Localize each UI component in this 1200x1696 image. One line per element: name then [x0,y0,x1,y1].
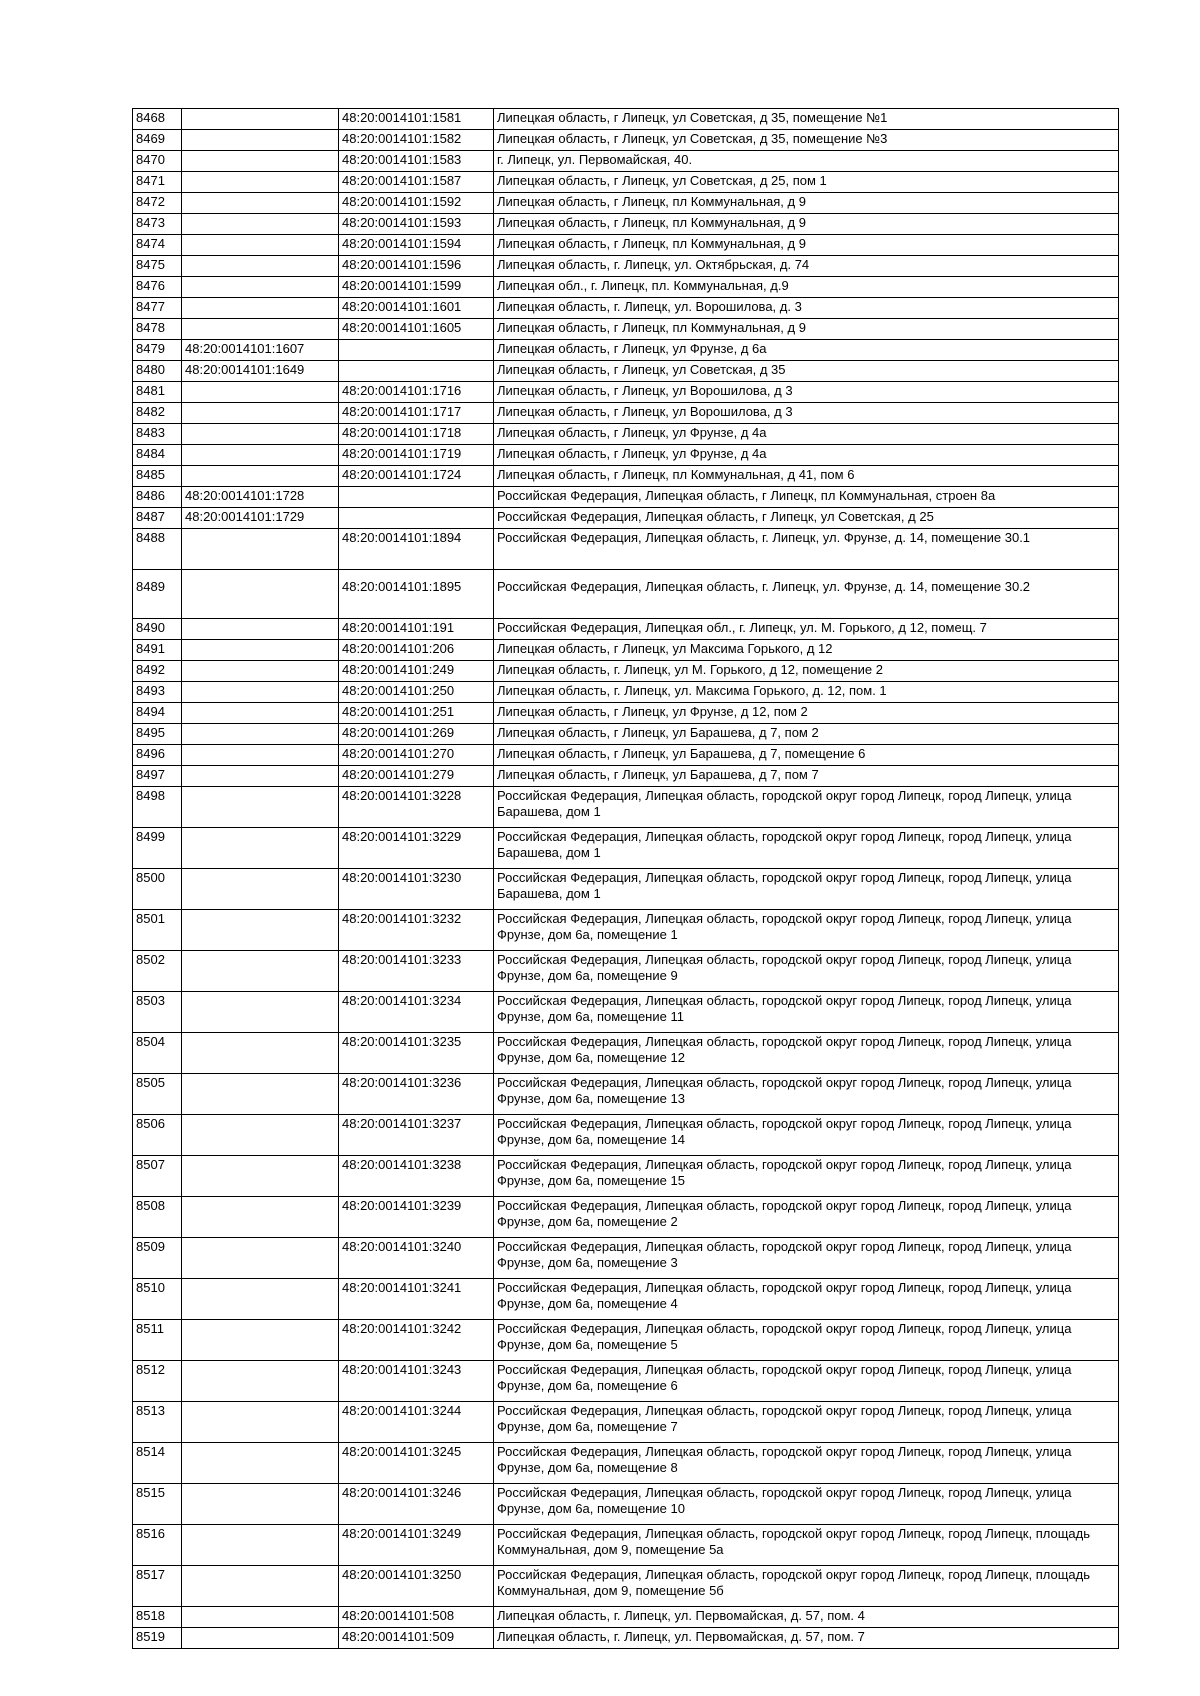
cadastral-number-cell [182,951,339,992]
cadastral-number-cell: 48:20:0014101:1729 [182,508,339,529]
row-number-cell: 8472 [133,193,182,214]
cadastral-number-room-cell: 48:20:0014101:191 [339,619,494,640]
row-number-cell: 8493 [133,682,182,703]
cadastral-number-cell [182,1074,339,1115]
cadastral-number-room-cell: 48:20:0014101:3250 [339,1566,494,1607]
cadastral-number-cell: 48:20:0014101:1649 [182,361,339,382]
cadastral-number-room-cell: 48:20:0014101:1582 [339,130,494,151]
cadastral-number-cell [182,570,339,619]
row-number-cell: 8483 [133,424,182,445]
cadastral-number-room-cell [339,340,494,361]
cadastral-number-room-cell: 48:20:0014101:3234 [339,992,494,1033]
address-cell: Липецкая область, г Липецк, ул Советская, д 25, пом 1 [494,172,1119,193]
row-number-cell: 8509 [133,1238,182,1279]
table-row [133,703,1119,724]
cadastral-number-cell [182,1156,339,1197]
cadastral-number-cell [182,172,339,193]
row-number-cell: 8468 [133,109,182,130]
table-row [133,951,1119,992]
table-row [133,1484,1119,1525]
cadastral-number-cell [182,151,339,172]
cadastral-number-cell: 48:20:0014101:1607 [182,340,339,361]
table-row [133,298,1119,319]
cadastral-number-cell [182,235,339,256]
table-row [133,130,1119,151]
address-cell: Российская Федерация, Липецкая область, городской округ город Липецк, город Липецк, улица Фрунзе, дом 6а, помещение 8 [494,1443,1119,1484]
cadastral-number-cell [182,869,339,910]
cadastral-number-cell [182,703,339,724]
cadastral-number-room-cell: 48:20:0014101:1894 [339,529,494,570]
table-row [133,508,1119,529]
row-number-cell: 8481 [133,382,182,403]
address-cell: Российская Федерация, Липецкая область, городской округ город Липецк, город Липецк, площадь Коммунальная, дом 9, помещение 5а [494,1525,1119,1566]
cadastral-number-room-cell: 48:20:0014101:509 [339,1628,494,1649]
table-row [133,1607,1119,1628]
address-cell: Липецкая область, г Липецк, ул Ворошилова, д 3 [494,382,1119,403]
cadastral-number-cell [182,787,339,828]
address-cell: Российская Федерация, Липецкая область, городской округ город Липецк, город Липецк, улица Фрунзе, дом 6а, помещение 1 [494,910,1119,951]
address-cell: Липецкая область, г Липецк, ул Фрунзе, д 6а [494,340,1119,361]
table-row [133,745,1119,766]
cadastral-number-room-cell: 48:20:0014101:3238 [339,1156,494,1197]
table-row [133,682,1119,703]
table-row [133,1320,1119,1361]
cadastral-number-room-cell: 48:20:0014101:270 [339,745,494,766]
cadastral-number-room-cell [339,508,494,529]
row-number-cell: 8488 [133,529,182,570]
cadastral-number-room-cell: 48:20:0014101:251 [339,703,494,724]
row-number-cell: 8505 [133,1074,182,1115]
row-number-cell: 8475 [133,256,182,277]
cadastral-number-room-cell: 48:20:0014101:1717 [339,403,494,424]
cadastral-number-cell [182,1115,339,1156]
cadastral-number-cell [182,619,339,640]
address-cell: Липецкая область, г Липецк, ул Фрунзе, д 12, пом 2 [494,703,1119,724]
cadastral-number-cell [182,466,339,487]
row-number-cell: 8476 [133,277,182,298]
row-number-cell: 8498 [133,787,182,828]
cadastral-number-cell [182,910,339,951]
cadastral-number-cell [182,1238,339,1279]
cadastral-number-cell [182,130,339,151]
row-number-cell: 8513 [133,1402,182,1443]
address-cell: Российская Федерация, Липецкая область, городской округ город Липецк, город Липецк, улица Фрунзе, дом 6а, помещение 13 [494,1074,1119,1115]
address-cell: Российская Федерация, Липецкая область, г Липецк, пл Коммунальная, строен 8а [494,487,1119,508]
cadastral-number-room-cell: 48:20:0014101:269 [339,724,494,745]
row-number-cell: 8499 [133,828,182,869]
cadastral-number-room-cell: 48:20:0014101:3249 [339,1525,494,1566]
cadastral-number-room-cell: 48:20:0014101:3245 [339,1443,494,1484]
row-number-cell: 8486 [133,487,182,508]
address-cell: Российская Федерация, Липецкая обл., г. Липецк, ул. М. Горького, д 12, помещ. 7 [494,619,1119,640]
address-cell: Липецкая область, г. Липецк, ул. Октябрьская, д. 74 [494,256,1119,277]
address-cell: Липецкая область, г Липецк, ул Максима Горького, д 12 [494,640,1119,661]
cadastral-number-room-cell: 48:20:0014101:1587 [339,172,494,193]
row-number-cell: 8500 [133,869,182,910]
table-row [133,1074,1119,1115]
row-number-cell: 8479 [133,340,182,361]
row-number-cell: 8482 [133,403,182,424]
address-cell: Российская Федерация, Липецкая область, городской округ город Липецк, город Липецк, улица Фрунзе, дом 6а, помещение 10 [494,1484,1119,1525]
table-row [133,1238,1119,1279]
table-row [133,529,1119,570]
table-row [133,361,1119,382]
address-cell: Российская Федерация, Липецкая область, городской округ город Липецк, город Липецк, площадь Коммунальная, дом 9, помещение 5б [494,1566,1119,1607]
row-number-cell: 8502 [133,951,182,992]
address-cell: Липецкая область, г Липецк, пл Коммунальная, д 41, пом 6 [494,466,1119,487]
cadastral-number-cell [182,298,339,319]
address-cell: Липецкая область, г Липецк, ул Фрунзе, д 4а [494,445,1119,466]
cadastral-number-room-cell: 48:20:0014101:279 [339,766,494,787]
row-number-cell: 8489 [133,570,182,619]
cadastral-number-cell [182,277,339,298]
cadastral-number-room-cell: 48:20:0014101:1718 [339,424,494,445]
address-cell: Российская Федерация, Липецкая область, городской округ город Липецк, город Липецк, улица Фрунзе, дом 6а, помещение 2 [494,1197,1119,1238]
row-number-cell: 8496 [133,745,182,766]
table-row [133,619,1119,640]
cadastral-number-cell [182,109,339,130]
table-row [133,661,1119,682]
address-cell: Российская Федерация, Липецкая область, городской округ город Липецк, город Липецк, улица Фрунзе, дом 6а, помещение 12 [494,1033,1119,1074]
row-number-cell: 8492 [133,661,182,682]
table-row [133,570,1119,619]
cadastral-number-cell: 48:20:0014101:1728 [182,487,339,508]
row-number-cell: 8518 [133,1607,182,1628]
table-row [133,319,1119,340]
row-number-cell: 8470 [133,151,182,172]
address-cell: Липецкая область, г Липецк, пл Коммунальная, д 9 [494,214,1119,235]
cadastral-number-cell [182,1484,339,1525]
address-cell: Липецкая область, г Липецк, ул Барашева, д 7, пом 7 [494,766,1119,787]
cadastral-number-room-cell: 48:20:0014101:3228 [339,787,494,828]
cadastral-number-cell [182,1033,339,1074]
table-row [133,340,1119,361]
table-row [133,109,1119,130]
address-cell: Российская Федерация, Липецкая область, г. Липецк, ул. Фрунзе, д. 14, помещение 30.1 [494,529,1119,570]
address-cell: Липецкая область, г Липецк, ул Советская, д 35, помещение №3 [494,130,1119,151]
cadastral-number-cell [182,424,339,445]
cadastral-number-cell [182,1279,339,1320]
address-cell: Липецкая область, г Липецк, пл Коммунальная, д 9 [494,193,1119,214]
cadastral-number-room-cell: 48:20:0014101:1719 [339,445,494,466]
cadastral-number-room-cell: 48:20:0014101:1724 [339,466,494,487]
address-cell: Липецкая область, г. Липецк, ул М. Горького, д 12, помещение 2 [494,661,1119,682]
property-register-table [132,108,1119,1649]
table-row [133,828,1119,869]
cadastral-number-room-cell: 48:20:0014101:3236 [339,1074,494,1115]
row-number-cell: 8501 [133,910,182,951]
cadastral-number-room-cell: 48:20:0014101:3237 [339,1115,494,1156]
row-number-cell: 8471 [133,172,182,193]
table-body [133,109,1119,1649]
cadastral-number-cell [182,1525,339,1566]
table-row [133,1033,1119,1074]
table-row [133,992,1119,1033]
row-number-cell: 8508 [133,1197,182,1238]
table-row [133,724,1119,745]
cadastral-number-cell [182,1402,339,1443]
cadastral-number-room-cell: 48:20:0014101:3244 [339,1402,494,1443]
table-row [133,487,1119,508]
table-row [133,910,1119,951]
cadastral-number-cell [182,319,339,340]
cadastral-number-room-cell: 48:20:0014101:3240 [339,1238,494,1279]
cadastral-number-room-cell: 48:20:0014101:3230 [339,869,494,910]
cadastral-number-cell [182,724,339,745]
row-number-cell: 8510 [133,1279,182,1320]
row-number-cell: 8514 [133,1443,182,1484]
cadastral-number-room-cell: 48:20:0014101:1593 [339,214,494,235]
row-number-cell: 8487 [133,508,182,529]
address-cell: Российская Федерация, Липецкая область, городской округ город Липецк, город Липецк, улица Фрунзе, дом 6а, помещение 9 [494,951,1119,992]
table-row [133,1443,1119,1484]
cadastral-number-cell [182,1197,339,1238]
table-row [133,445,1119,466]
table-row [133,1361,1119,1402]
row-number-cell: 8504 [133,1033,182,1074]
cadastral-number-room-cell: 48:20:0014101:3229 [339,828,494,869]
cadastral-number-cell [182,661,339,682]
cadastral-number-cell [182,992,339,1033]
row-number-cell: 8473 [133,214,182,235]
row-number-cell: 8511 [133,1320,182,1361]
table-row [133,1566,1119,1607]
cadastral-number-room-cell: 48:20:0014101:250 [339,682,494,703]
table-row [133,1115,1119,1156]
cadastral-number-cell [182,640,339,661]
cadastral-number-room-cell: 48:20:0014101:1895 [339,570,494,619]
table-row [133,424,1119,445]
table-row [133,151,1119,172]
cadastral-number-room-cell: 48:20:0014101:1592 [339,193,494,214]
table-row [133,1525,1119,1566]
cadastral-number-room-cell: 48:20:0014101:3239 [339,1197,494,1238]
address-cell: Липецкая область, г. Липецк, ул. Максима Горького, д. 12, пом. 1 [494,682,1119,703]
table-row [133,382,1119,403]
table-row [133,1279,1119,1320]
address-cell: Российская Федерация, Липецкая область, городской округ город Липецк, город Липецк, улица Фрунзе, дом 6а, помещение 6 [494,1361,1119,1402]
address-cell: Российская Федерация, Липецкая область, городской округ город Липецк, город Липецк, улица Барашева, дом 1 [494,869,1119,910]
cadastral-number-cell [182,445,339,466]
table-row [133,403,1119,424]
address-cell: Российская Федерация, Липецкая область, городской округ город Липецк, город Липецк, улица Барашева, дом 1 [494,787,1119,828]
address-cell: Российская Федерация, Липецкая область, г. Липецк, ул. Фрунзе, д. 14, помещение 30.2 [494,570,1119,619]
row-number-cell: 8477 [133,298,182,319]
row-number-cell: 8515 [133,1484,182,1525]
cadastral-number-room-cell: 48:20:0014101:1601 [339,298,494,319]
row-number-cell: 8478 [133,319,182,340]
table-row [133,172,1119,193]
cadastral-number-room-cell: 48:20:0014101:508 [339,1607,494,1628]
cadastral-number-room-cell: 48:20:0014101:1716 [339,382,494,403]
address-cell: Липецкая область, г Липецк, ул Фрунзе, д 4а [494,424,1119,445]
row-number-cell: 8480 [133,361,182,382]
row-number-cell: 8474 [133,235,182,256]
row-number-cell: 8484 [133,445,182,466]
cadastral-number-room-cell: 48:20:0014101:3246 [339,1484,494,1525]
table-row [133,1197,1119,1238]
cadastral-number-room-cell: 48:20:0014101:3233 [339,951,494,992]
cadastral-number-cell [182,529,339,570]
address-cell: Российская Федерация, Липецкая область, городской округ город Липецк, город Липецк, улица Фрунзе, дом 6а, помещение 15 [494,1156,1119,1197]
address-cell: Российская Федерация, Липецкая область, городской округ город Липецк, город Липецк, улица Фрунзе, дом 6а, помещение 4 [494,1279,1119,1320]
row-number-cell: 8469 [133,130,182,151]
table-row [133,1402,1119,1443]
cadastral-number-room-cell [339,361,494,382]
address-cell: Российская Федерация, Липецкая область, городской округ город Липецк, город Липецк, улица Фрунзе, дом 6а, помещение 7 [494,1402,1119,1443]
address-cell: Липецкая область, г Липецк, пл Коммунальная, д 9 [494,319,1119,340]
address-cell: Российская Федерация, Липецкая область, городской округ город Липецк, город Липецк, улица Фрунзе, дом 6а, помещение 5 [494,1320,1119,1361]
address-cell: Российская Федерация, Липецкая область, г Липецк, ул Советская, д 25 [494,508,1119,529]
cadastral-number-room-cell: 48:20:0014101:3243 [339,1361,494,1402]
table-row [133,869,1119,910]
table-row [133,214,1119,235]
cadastral-number-room-cell: 48:20:0014101:1596 [339,256,494,277]
row-number-cell: 8507 [133,1156,182,1197]
cadastral-number-room-cell: 48:20:0014101:1599 [339,277,494,298]
cadastral-number-room-cell: 48:20:0014101:3235 [339,1033,494,1074]
address-cell: Липецкая область, г Липецк, ул Советская, д 35, помещение №1 [494,109,1119,130]
row-number-cell: 8490 [133,619,182,640]
address-cell: Липецкая область, г Липецк, ул Барашева, д 7, помещение 6 [494,745,1119,766]
address-cell: Липецкая область, г Липецк, ул Барашева, д 7, пом 2 [494,724,1119,745]
cadastral-number-cell [182,1628,339,1649]
cadastral-number-cell [182,1443,339,1484]
cadastral-number-room-cell [339,487,494,508]
address-cell: Липецкая область, г. Липецк, ул. Первомайская, д. 57, пом. 7 [494,1628,1119,1649]
row-number-cell: 8517 [133,1566,182,1607]
cadastral-number-room-cell: 48:20:0014101:1594 [339,235,494,256]
address-cell: Липецкая область, г Липецк, ул Ворошилова, д 3 [494,403,1119,424]
cadastral-number-cell [182,682,339,703]
row-number-cell: 8495 [133,724,182,745]
address-cell: г. Липецк, ул. Первомайская, 40. [494,151,1119,172]
cadastral-number-room-cell: 48:20:0014101:3232 [339,910,494,951]
cadastral-number-room-cell: 48:20:0014101:1605 [339,319,494,340]
cadastral-number-cell [182,1320,339,1361]
address-cell: Липецкая область, г Липецк, пл Коммунальная, д 9 [494,235,1119,256]
cadastral-number-cell [182,1566,339,1607]
table-row [133,1628,1119,1649]
address-cell: Липецкая область, г Липецк, ул Советская, д 35 [494,361,1119,382]
row-number-cell: 8519 [133,1628,182,1649]
table-row [133,1156,1119,1197]
cadastral-number-cell [182,403,339,424]
address-cell: Липецкая обл., г. Липецк, пл. Коммунальная, д.9 [494,277,1119,298]
address-cell: Российская Федерация, Липецкая область, городской округ город Липецк, город Липецк, улица Фрунзе, дом 6а, помещение 14 [494,1115,1119,1156]
cadastral-number-cell [182,745,339,766]
cadastral-number-cell [182,193,339,214]
cadastral-number-room-cell: 48:20:0014101:249 [339,661,494,682]
cadastral-number-cell [182,828,339,869]
cadastral-number-cell [182,1607,339,1628]
cadastral-number-cell [182,766,339,787]
table-row [133,193,1119,214]
cadastral-number-room-cell: 48:20:0014101:3241 [339,1279,494,1320]
row-number-cell: 8485 [133,466,182,487]
table-row [133,256,1119,277]
row-number-cell: 8494 [133,703,182,724]
address-cell: Липецкая область, г. Липецк, ул. Ворошилова, д. 3 [494,298,1119,319]
cadastral-number-room-cell: 48:20:0014101:206 [339,640,494,661]
address-cell: Российская Федерация, Липецкая область, городской округ город Липецк, город Липецк, улица Барашева, дом 1 [494,828,1119,869]
row-number-cell: 8503 [133,992,182,1033]
table-row [133,640,1119,661]
address-cell: Липецкая область, г. Липецк, ул. Первомайская, д. 57, пом. 4 [494,1607,1119,1628]
row-number-cell: 8491 [133,640,182,661]
table-row [133,787,1119,828]
cadastral-number-cell [182,214,339,235]
row-number-cell: 8506 [133,1115,182,1156]
address-cell: Российская Федерация, Липецкая область, городской округ город Липецк, город Липецк, улица Фрунзе, дом 6а, помещение 11 [494,992,1119,1033]
table-row [133,466,1119,487]
address-cell: Российская Федерация, Липецкая область, городской округ город Липецк, город Липецк, улица Фрунзе, дом 6а, помещение 3 [494,1238,1119,1279]
table-row [133,277,1119,298]
table-row [133,235,1119,256]
cadastral-number-room-cell: 48:20:0014101:3242 [339,1320,494,1361]
cadastral-number-cell [182,256,339,277]
row-number-cell: 8512 [133,1361,182,1402]
cadastral-number-room-cell: 48:20:0014101:1583 [339,151,494,172]
cadastral-number-cell [182,1361,339,1402]
cadastral-number-cell [182,382,339,403]
row-number-cell: 8497 [133,766,182,787]
cadastral-number-room-cell: 48:20:0014101:1581 [339,109,494,130]
table-row [133,766,1119,787]
row-number-cell: 8516 [133,1525,182,1566]
